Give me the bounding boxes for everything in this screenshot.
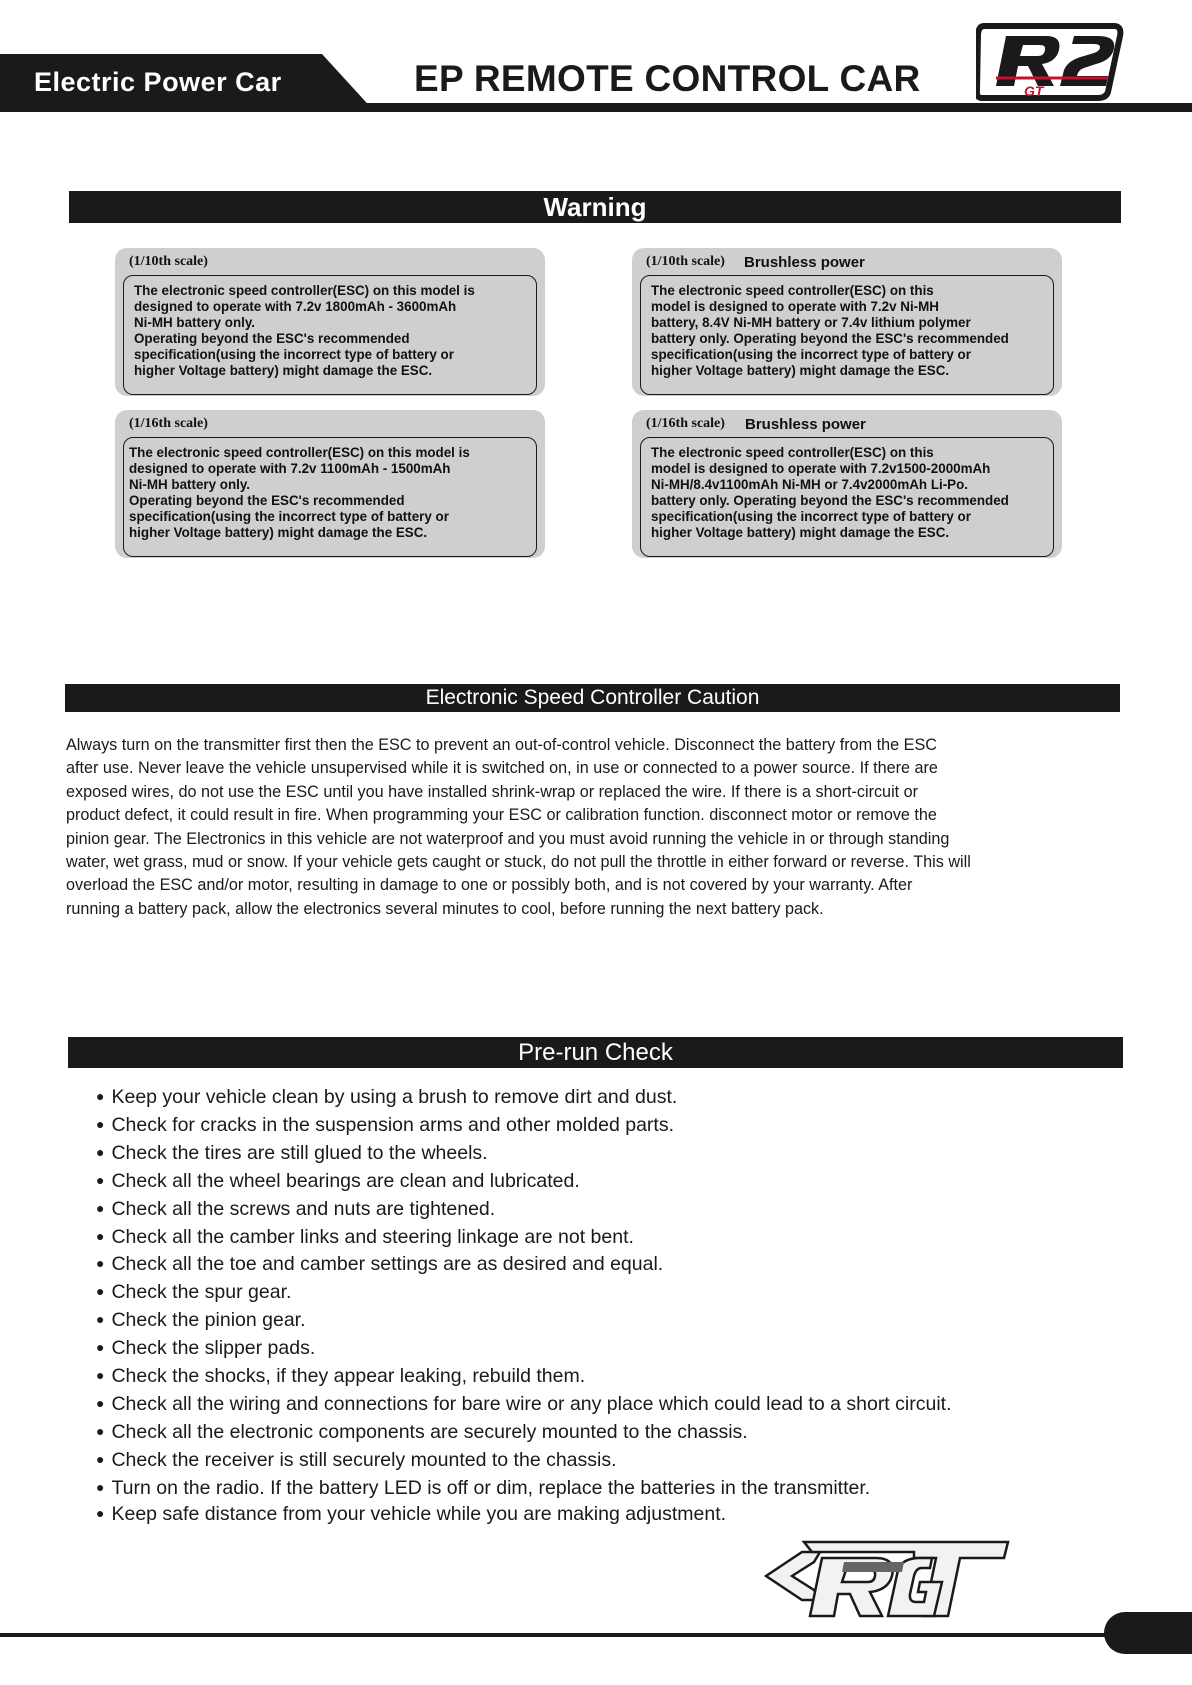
caution-line: water, wet grass, mud or snow. If your vehicle gets caught or stuck, do not pull the throttle in either forward or reverse. This will	[66, 853, 971, 872]
warning-box-10th	[115, 248, 545, 396]
list-item-text: Check the spur gear.	[111, 1281, 292, 1304]
list-item	[96, 1306, 951, 1334]
warning-box-scale: (1/10th scale)	[129, 254, 208, 269]
list-item-text: Check all the camber links and steering linkage are not bent.	[111, 1225, 634, 1248]
list-item-text: Check the tires are still glued to the wheels.	[111, 1141, 488, 1164]
warning-line: higher Voltage battery) might damage the ESC.	[129, 525, 428, 540]
prerun-heading-bar	[68, 1037, 1123, 1068]
caution-line: product defect, it could result in fire. When programming your ESC or calibration function. disconnect motor or remove the	[66, 806, 937, 825]
list-item	[96, 1139, 951, 1167]
page-title: EP REMOTE CONTROL CAR	[414, 58, 921, 99]
warning-heading-bar	[69, 191, 1121, 223]
warning-line: The electronic speed controller(ESC) on this model is	[134, 283, 475, 298]
warning-line: specification(using the incorrect type of battery or	[651, 347, 971, 362]
bullet-icon: ●	[96, 1311, 105, 1328]
list-item-text: Check the shocks, if they appear leaking, rebuild them.	[111, 1365, 586, 1388]
list-item	[96, 1195, 951, 1223]
warning-line: designed to operate with 7.2v 1100mAh - 1500mAh	[129, 461, 451, 476]
bullet-icon: ●	[96, 1283, 105, 1300]
caution-line: after use. Never leave the vehicle unsupervised while it is switched on, in use or connected to a power source. If there are	[66, 759, 938, 778]
bullet-icon: ●	[96, 1115, 105, 1132]
list-item-text: Keep safe distance from your vehicle while you are making adjustment.	[111, 1502, 727, 1525]
warning-line: Ni-MH/8.4v1100mAh Ni-MH or 7.4v2000mAh Li-Po.	[651, 477, 969, 492]
warning-line: higher Voltage battery) might damage the ESC.	[651, 525, 950, 540]
bullet-icon: ●	[96, 1088, 105, 1104]
list-item	[96, 1111, 951, 1139]
caution-line: running a battery pack, allow the electronics several minutes to cool, before running the next battery pack.	[66, 899, 824, 918]
list-item	[96, 1223, 951, 1251]
warning-box-text	[123, 275, 537, 395]
bullet-icon: ●	[96, 1367, 105, 1384]
header-tab-label: Electric Power Car	[34, 67, 282, 97]
footer-rule	[0, 1633, 1192, 1637]
caution-line: overload the ESC and/or motor, resulting in damage to one or possibly both, and is not covered by your warranty. After	[66, 876, 913, 895]
warning-line: Ni-MH battery only.	[129, 477, 251, 492]
warning-line: Operating beyond the ESC's recommended	[129, 493, 405, 508]
warning-line: The electronic speed controller(ESC) on this	[651, 283, 934, 298]
caution-line: Always turn on the transmitter first then the ESC to prevent an out-of-control vehicle. Disconnect the battery from the ESC	[66, 736, 937, 754]
warning-line: The electronic speed controller(ESC) on this	[651, 445, 934, 460]
list-item-text: Keep your vehicle clean by using a brush to remove dirt and dust.	[111, 1086, 678, 1108]
caution-paragraph	[66, 734, 1136, 921]
warning-box-scale: (1/10th scale)	[646, 254, 725, 269]
warning-box-10th-brushless	[632, 248, 1062, 396]
warning-line: higher Voltage battery) might damage the ESC.	[651, 363, 950, 378]
list-item	[96, 1502, 951, 1526]
bullet-icon: ●	[96, 1394, 105, 1411]
list-item	[96, 1083, 951, 1111]
list-item	[96, 1334, 951, 1362]
warning-line: designed to operate with 7.2v 1800mAh - 3600mAh	[134, 299, 457, 314]
warning-box-scale: (1/16th scale)	[646, 416, 725, 431]
warning-line: higher Voltage battery) might damage the ESC.	[134, 363, 433, 378]
list-item-text: Check all the toe and camber settings are as desired and equal.	[111, 1253, 664, 1276]
list-item	[96, 1418, 951, 1446]
list-item-text: Check the slipper pads.	[111, 1337, 316, 1360]
warning-line: battery only. Operating beyond the ESC's recommended	[651, 493, 1009, 508]
list-item-text: Turn on the radio. If the battery LED is off or dim, replace the batteries in the transmitter.	[111, 1476, 871, 1499]
list-item	[96, 1390, 951, 1418]
warning-box-subtitle: Brushless power	[745, 416, 866, 433]
caution-line: exposed wires, do not use the ESC until you have installed shrink-wrap or replaced the wire. If there is a short-circuit or	[66, 782, 919, 801]
bullet-icon: ●	[96, 1199, 105, 1216]
list-item	[96, 1167, 951, 1195]
bullet-icon: ●	[96, 1143, 105, 1160]
list-item-text: Check all the wheel bearings are clean and lubricated.	[111, 1169, 580, 1192]
warning-line: specification(using the incorrect type of battery or	[129, 509, 449, 524]
warning-box-scale: (1/16th scale)	[129, 416, 208, 431]
bullet-icon: ●	[96, 1450, 105, 1467]
warning-box-text	[640, 275, 1054, 395]
bullet-icon: ●	[96, 1478, 105, 1495]
caution-heading: Electronic Speed Controller Caution	[425, 686, 760, 709]
caution-line: pinion gear. The Electronics in this vehicle are not waterproof and you must avoid running the vehicle in or through standing	[66, 829, 950, 848]
warning-line: The electronic speed controller(ESC) on this model is	[129, 445, 470, 460]
page-number-tab	[1104, 1612, 1192, 1654]
bullet-icon: ●	[96, 1171, 105, 1188]
warning-line: Ni-MH battery only.	[134, 315, 256, 330]
list-item-text: Check all the electronic components are securely mounted to the chassis.	[111, 1420, 748, 1443]
caution-heading-bar	[65, 684, 1120, 712]
list-item	[96, 1362, 951, 1390]
svg-text:GT: GT	[1024, 83, 1044, 99]
list-item-text: Check all the screws and nuts are tightened.	[111, 1197, 496, 1220]
list-item-text: Check the pinion gear.	[111, 1309, 306, 1332]
list-item-text: Check the receiver is still securely mounted to the chassis.	[111, 1448, 617, 1471]
warning-box-16th-brushless	[632, 410, 1062, 558]
warning-line: Operating beyond the ESC's recommended	[134, 331, 410, 346]
list-item	[96, 1474, 951, 1502]
warning-line: model is designed to operate with 7.2v Ni-MH	[651, 299, 939, 314]
prerun-heading: Pre-run Check	[518, 1039, 673, 1066]
warning-line: specification(using the incorrect type of battery or	[651, 509, 971, 524]
bullet-icon: ●	[96, 1255, 105, 1272]
warning-line: battery only. Operating beyond the ESC's recommended	[651, 331, 1009, 346]
bullet-icon: ●	[96, 1339, 105, 1356]
list-item	[96, 1250, 951, 1278]
warning-line: model is designed to operate with 7.2v1500-2000mAh	[651, 461, 991, 476]
warning-box-text	[640, 437, 1054, 557]
warning-box-16th	[115, 410, 545, 558]
bullet-icon: ●	[96, 1504, 105, 1521]
list-item-text: Check all the wiring and connections for bare wire or any place which could lead to a short circuit.	[111, 1392, 952, 1415]
warning-line: specification(using the incorrect type of battery or	[134, 347, 454, 362]
prerun-checklist	[96, 1083, 951, 1526]
rgt-logo-icon	[764, 1532, 1014, 1620]
r2-gt-logo-icon	[976, 20, 1126, 102]
warning-box-text	[123, 437, 537, 557]
warning-heading: Warning	[543, 192, 647, 222]
list-item	[96, 1278, 951, 1306]
header-rule	[0, 103, 1192, 112]
bullet-icon: ●	[96, 1227, 105, 1244]
list-item-text: Check for cracks in the suspension arms and other molded parts.	[111, 1113, 674, 1136]
warning-box-subtitle: Brushless power	[744, 254, 865, 271]
list-item	[96, 1446, 951, 1474]
bullet-icon: ●	[96, 1422, 105, 1439]
warning-line: battery, 8.4V Ni-MH battery or 7.4v lithium polymer	[651, 315, 971, 330]
